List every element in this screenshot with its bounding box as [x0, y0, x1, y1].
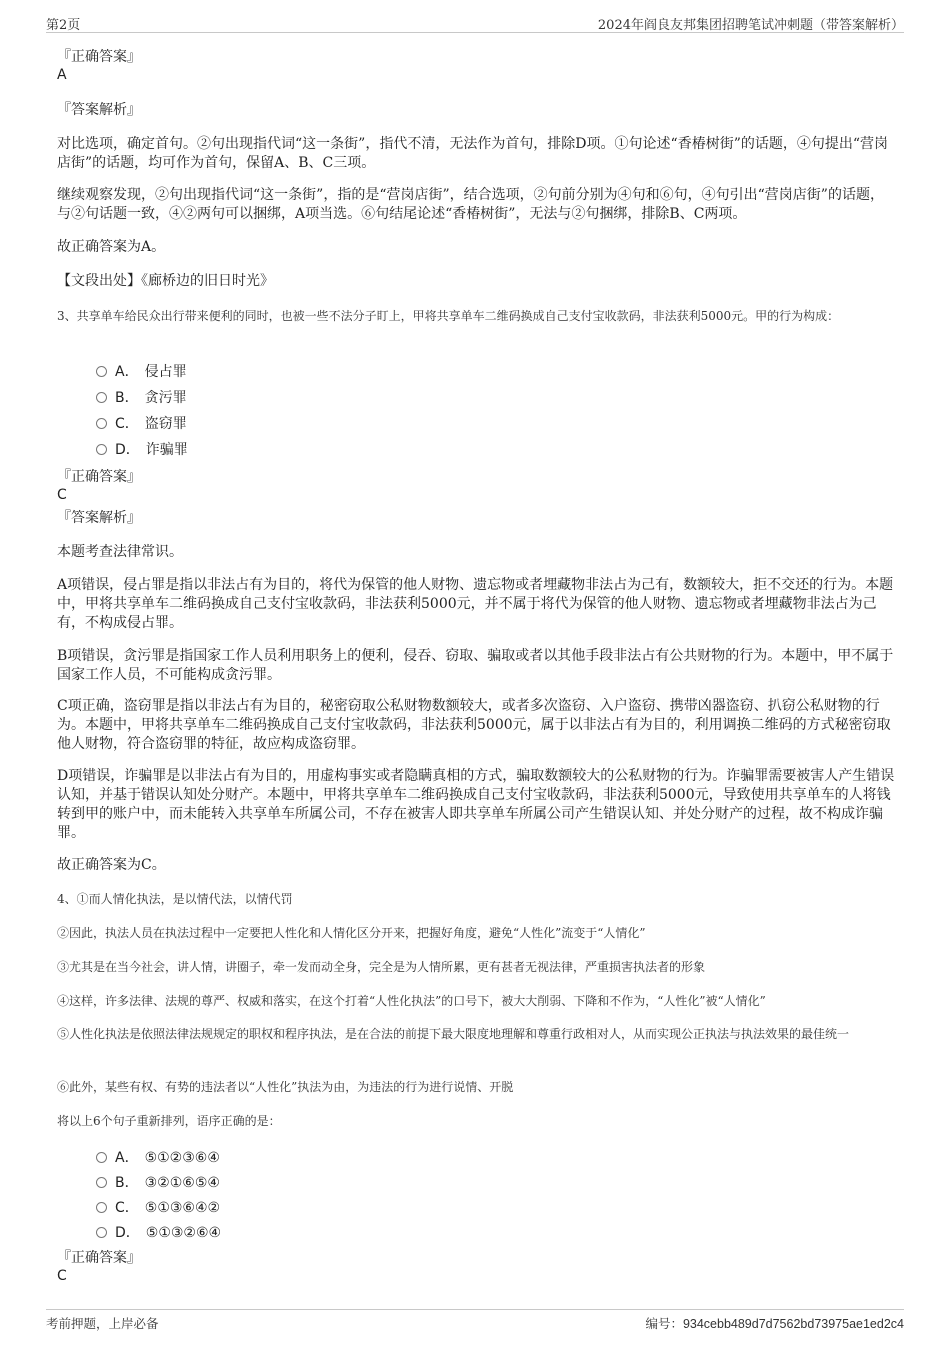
page-footer [46, 1309, 904, 1332]
q4-sentence-1: 4、①而人情化执法，是以情代法，以情代罚 [57, 892, 293, 906]
radio-icon[interactable] [96, 444, 107, 455]
q3-analysis-c: C项正确，盗窃罪是指以非法占有为目的，秘密窃取公私财物数额较大，或者多次盗窃、入户盗窃、携带凶器盗窃、扒窃公私财物的行为。本题中，甲将共享单车二维码换成自己支付宝收款码，非法获利5000元，属于以非法占有为目的，利用调换二维码的方式秘密窃取他人财物，符合盗窃罪的特征，故应构成盗窃罪。 [57, 698, 891, 752]
q2-analysis-para2: 继续观察发现，②句出现指代词“这一条街”，指的是“营岗店街”，结合选项，②句前分别为④句和⑥句，④句引出“营岗店街”的话题，与②句话题一致，④②两句可以捆绑，A项当选。⑥句结尾论述“香椿树街”，无法与②句捆绑，排除B、C两项。 [57, 187, 884, 222]
q4-option-d[interactable]: D． ⑤①③②⑥④ [96, 1223, 221, 1243]
q3-option-d[interactable]: D． 诈骗罪 [96, 440, 188, 460]
q4-answer: C [57, 1268, 67, 1284]
q4-sentence-2: ②因此，执法人员在执法过程中一定要把人性化和人情化区分开来，把握好角度，避免“人性化”流变于“人情化” [57, 926, 646, 940]
q2-conclusion: 故正确答案为A。 [57, 239, 166, 255]
q3-analysis-label: 『答案解析』 [57, 510, 141, 526]
q4-answer-label: 『正确答案』 [57, 1250, 141, 1266]
q4-option-b[interactable]: B． ③②①⑥⑤④ [96, 1173, 220, 1193]
q2-analysis-para1: 对比选项，确定首句。②句出现指代词“这一条街”，指代不清，无法作为首句，排除D项。①句论述“香椿树街”的话题，④句提出“营岗店街”的话题，均可作为首句，保留A、B、C三项。 [57, 136, 889, 171]
q3-option-a[interactable]: A． 侵占罪 [96, 362, 187, 382]
radio-icon[interactable] [96, 1152, 107, 1163]
q3-analysis-d: D项错误，诈骗罪是以非法占有为目的，用虚构事实或者隐瞒真相的方式，骗取数额较大的公私财物的行为。诈骗罪需要被害人产生错误认知，并基于错误认知处分财产。本题中，甲将共享单车二维码换成自己支付宝收款码，非法获利5000元，导致使用共享单车的人将钱转到甲的账户中，而未能转入共享单车所属公司，不存在被害人即共享单车所属公司产生错误认知、并处分财产的过程，故不构成诈骗罪。 [57, 768, 895, 841]
radio-icon[interactable] [96, 418, 107, 429]
q2-answer: A [57, 67, 67, 83]
footer-slogan: 考前押题，上岸必备 [46, 1316, 159, 1331]
radio-icon[interactable] [96, 1227, 107, 1238]
q3-analysis-intro: 本题考查法律常识。 [57, 544, 183, 560]
q4-option-a[interactable]: A． ⑤①②③⑥④ [96, 1148, 220, 1168]
q4-option-c[interactable]: C． ⑤①③⑥④② [96, 1198, 220, 1218]
q3-question: 3、共享单车给民众出行带来便利的同时，也被一些不法分子盯上，甲将共享单车二维码换成自己支付宝收款码，非法获利5000元。甲的行为构成： [57, 309, 840, 323]
document-id: 编号：934cebb489d7d7562bd73975ae1ed2c4 [645, 1317, 904, 1331]
radio-icon[interactable] [96, 1177, 107, 1188]
q2-analysis-label: 『答案解析』 [57, 102, 141, 118]
q3-analysis-b: B项错误，贪污罪是指国家工作人员利用职务上的便利，侵吞、窃取、骗取或者以其他手段非法占有公共财物的行为。本题中，甲不属于国家工作人员，不可能构成贪污罪。 [57, 648, 894, 683]
q4-sentence-5: ⑤人性化执法是依照法律法规规定的职权和程序执法，是在合法的前提下最大限度地理解和尊重行政相对人，从而实现公正执法与执法效果的最佳统一 [57, 1027, 850, 1041]
q4-sentence-6: ⑥此外，某些有权、有势的违法者以“人性化”执法为由，为违法的行为进行说情、开脱 [57, 1080, 514, 1094]
q4-sentence-4: ④这样，许多法律、法规的尊严、权威和落实，在这个打着“人性化执法”的口号下，被大大削弱、下降和不作为，“人性化”被“人情化” [57, 994, 766, 1008]
q3-answer-label: 『正确答案』 [57, 469, 141, 485]
q3-conclusion: 故正确答案为C。 [57, 857, 166, 873]
q2-answer-label: 『正确答案』 [57, 49, 141, 65]
q2-source: 【文段出处】《廊桥边的旧日时光》 [57, 273, 274, 289]
q3-option-c[interactable]: C． 盗窃罪 [96, 414, 187, 434]
q4-sentence-3: ③尤其是在当今社会，讲人情，讲圈子，牵一发而动全身，完全是为人情所累，更有甚者无视法律，严重损害执法者的形象 [57, 960, 706, 974]
q3-option-b[interactable]: B． 贪污罪 [96, 388, 187, 408]
radio-icon[interactable] [96, 1202, 107, 1213]
q3-answer: C [57, 487, 67, 503]
document-title: 2024年阎良友邦集团招聘笔试冲刺题（带答案解析） [597, 18, 904, 33]
page-number: 第2页 [46, 18, 81, 33]
q3-analysis-a: A项错误，侵占罪是指以非法占有为目的，将代为保管的他人财物、遗忘物或者埋藏物非法占为己有，数额较大，拒不交还的行为。本题中，甲将共享单车二维码换成自己支付宝收款码，非法获利5000元，并不属于将代为保管的他人财物、遗忘物或者埋藏物非法占为己有，不构成侵占罪。 [57, 577, 894, 631]
q4-prompt: 将以上6个句子重新排列，语序正确的是： [57, 1114, 281, 1128]
page-header [46, 12, 904, 33]
radio-icon[interactable] [96, 366, 107, 377]
radio-icon[interactable] [96, 392, 107, 403]
